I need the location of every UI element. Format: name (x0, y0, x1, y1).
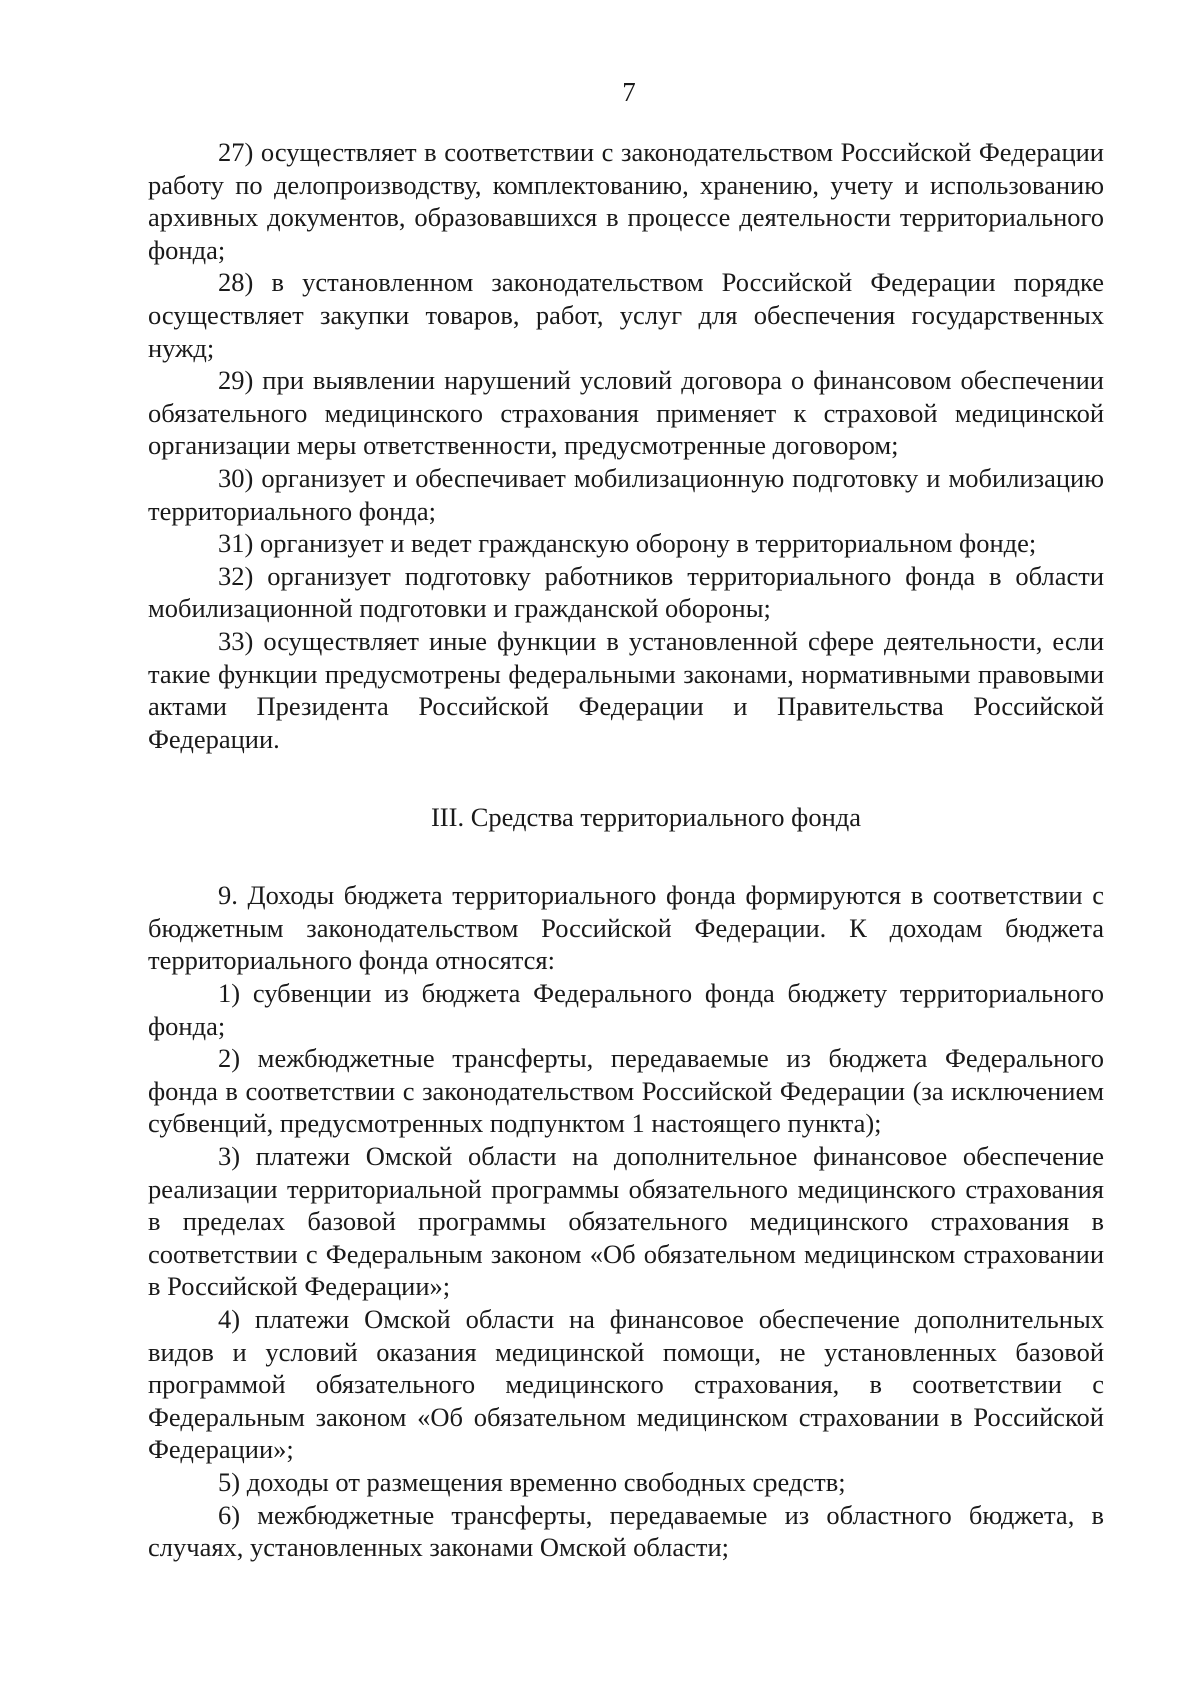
list-item-33: 33) осуществляет иные функции в установленной сфере деятельности, если такие функции предусмотрены федеральными законами, нормативными правовыми актами Президента Российской Федерации и Правительства Российской Федерации. (148, 625, 1104, 754)
document-body (148, 136, 1104, 1564)
list-item-32: 32) организует подготовку работников территориального фонда в области мобилизационной подготовки и гражданской обороны; (148, 560, 1104, 624)
subclause-4: 4) платежи Омской области на финансовое обеспечение дополнительных видов и условий оказания медицинской помощи, не установленных базовой программой обязательного медицинского страхования, в соответствии с Федеральным законом «Об обязательном медицинском страховании в Российской Федерации»; (148, 1304, 1104, 1465)
subclause-6: 6) межбюджетные трансферты, передаваемые из областного бюджета, в случаях, установленных законами Омской области; (148, 1499, 1104, 1563)
subclause-1: 1) субвенции из бюджета Федерального фонда бюджету территориального фонда; (148, 978, 1104, 1041)
list-item-27: 27) осуществляет в соответствии с законодательством Российской Федерации работу по делопроизводству, комплектованию, хранению, учету и использованию архивных документов, образовавшихся в процессе деятельности территориального фонда; (148, 137, 1104, 265)
list-item-28: 28) в установленном законодательством Российской Федерации порядке осуществляет закупки товаров, работ, услуг для обеспечения государственных нужд; (148, 267, 1104, 363)
clause-9: 9. Доходы бюджета территориального фонда формируются в соответствии с бюджетным законодательством Российской Федерации. К доходам бюджета территориального фонда относятся: (148, 880, 1104, 976)
subclause-2: 2) межбюджетные трансферты, передаваемые из бюджета Федерального фонда в соответствии с законодательством Российской Федерации (за исключением субвенций, предусмотренных подпунктом 1 настоящего пункта); (148, 1043, 1104, 1139)
subclause-3: 3) платежи Омской области на дополнительное финансовое обеспечение реализации территориальной программы обязательного медицинского страхования в пределах базовой программы обязательного медицинского страхования в соответствии с Федеральным законом «Об обязательном медицинском страховании в Российской Федерации»; (148, 1141, 1104, 1302)
page-number: 7 (622, 77, 636, 107)
subclause-5: 5) доходы от размещения временно свободных средств; (218, 1466, 846, 1497)
section-heading: III. Средства территориального фонда (430, 802, 862, 833)
list-item-31: 31) организует и ведет гражданскую оборону в территориальном фонде; (218, 528, 1037, 559)
list-item-29: 29) при выявлении нарушений условий договора о финансовом обеспечении обязательного медицинского страхования применяет к страховой медицинской организации меры ответственности, предусмотренные договором; (148, 365, 1104, 461)
list-item-30: 30) организует и обеспечивает мобилизационную подготовку и мобилизацию территориального фонда; (148, 462, 1104, 526)
